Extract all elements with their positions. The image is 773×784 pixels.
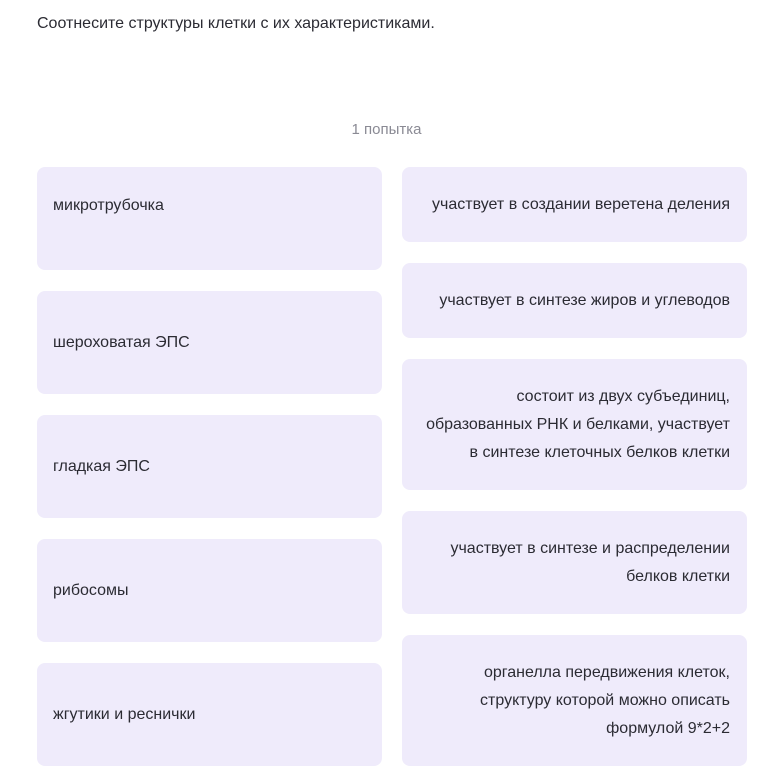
structure-label: жгутики и реснички [53,705,196,723]
characteristic-label: состоит из двух субъединиц, образованных РНК и белками, участвует в синтезе клеточных белков клетки [426,388,730,461]
structure-card-microtubule[interactable] [37,167,382,270]
characteristic-label: участвует в создании веретена деления [432,196,730,213]
characteristic-card-protein-distribution[interactable] [402,511,747,614]
task-instruction: Соотнесите структуры клетки с их характеристиками. [37,15,435,32]
characteristic-label: органелла передвижения клеток, структуру которой можно описать формулой 9*2+2 [480,664,730,737]
structure-label: рибосомы [53,581,129,599]
characteristic-label: участвует в синтезе и распределении белков клетки [450,540,730,585]
structure-label: шероховатая ЭПС [53,333,190,351]
characteristic-card-spindle[interactable] [402,167,747,242]
structure-card-rough-er[interactable] [37,291,382,394]
structure-label: микротрубочка [53,197,164,214]
characteristic-card-lipid-synthesis[interactable] [402,263,747,338]
characteristic-card-two-subunits[interactable] [402,359,747,490]
characteristic-card-locomotion-organelle[interactable] [402,635,747,766]
attempts-counter: 1 попытка [351,121,422,138]
structure-card-flagella-cilia[interactable] [37,663,382,766]
structure-label: гладкая ЭПС [53,457,150,475]
structure-card-ribosomes[interactable] [37,539,382,642]
characteristic-label: участвует в синтезе жиров и углеводов [439,292,730,309]
structure-card-smooth-er[interactable] [37,415,382,518]
